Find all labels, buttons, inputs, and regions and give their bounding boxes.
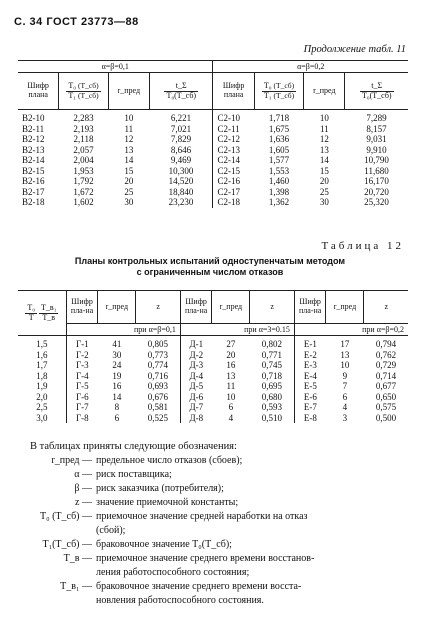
table-cell: Г-2 [66,350,98,361]
table-cell: 2,5 [36,402,48,412]
table-cell: 11 [319,123,329,134]
legend-symbol: z — [75,497,92,508]
legend-intro: В таблицах приняты следующие обозначения: [30,441,237,452]
table-continuation-label: Продолжение табл. 11 [303,44,406,55]
legend-symbol: T_в — [63,553,92,564]
table-cell: 20 [124,176,134,186]
table-12-title-line1: Планы контрольных испытаний одноступенчатым методом [74,256,346,266]
table-cell: 0,676 [147,391,168,402]
legend-item [30,566,410,580]
table-cell: 0,680 [261,391,283,402]
table-cell: 1,362 [268,197,290,207]
table-cell: Д-2 [180,350,212,361]
table-cell: 9,469 [170,155,192,165]
header-r-pred: r_пред [108,73,149,110]
table-cell: 0,718 [261,370,283,381]
table-row [18,392,408,403]
table-cell: Д-8 [180,413,212,424]
table-cell: 1,577 [268,155,290,165]
table-cell: 0,802 [261,339,283,349]
table-12-title [60,256,360,279]
table-cell: Д-4 [180,371,212,382]
table-cell: 20,720 [364,186,389,197]
table-cell: 25 [124,186,134,197]
table-cell: 14,520 [168,176,194,186]
table-cell: Д-1 [180,336,212,350]
table-cell: Г-5 [66,381,98,392]
table-cell: Г-6 [66,392,98,403]
table-cell: 0,581 [147,402,168,412]
table-cell: 10 [124,113,134,123]
table-row [18,110,408,124]
legend-text: (сбой); [96,525,126,536]
header-r-pred: r_пред [304,73,345,110]
table-cell: 11 [124,123,134,134]
table-cell: 0,771 [261,349,283,360]
table-cell: 0,593 [261,402,283,412]
header-r-pred: r_пред [212,291,250,324]
table-cell: 1,5 [36,339,48,349]
table-cell: 14 [124,155,134,165]
table-cell: С2-10 [213,110,254,124]
legend-item [30,580,410,594]
legend-item [30,510,410,524]
table-row [18,402,408,413]
table-cell: 30 [319,197,329,207]
legend-symbol [30,594,96,608]
table-row [18,350,408,361]
table-cell: 7 [342,381,348,391]
table-cell: 41 [112,339,122,349]
table-cell: 16 [226,360,236,370]
table-cell: 0,714 [375,370,397,381]
table-cell: 13 [340,349,350,360]
header-ratio: $\frac{\text{T₀ (T\_сб)}}{\text{T₁ (T\_сб)}}$ [254,73,303,110]
header-t-sum: $\frac{t\_\Sigma}{\text{T₀(T\_сб)}}$ [345,73,408,110]
table-cell: 8,157 [366,123,387,134]
legend-text: предельное число отказов (сбоев); [96,455,243,466]
condition-left: α=β=0,1 [18,61,213,73]
table-cell: В2-12 [22,134,45,144]
legend-symbol: T₀ (T_сб) — [39,511,92,522]
table-cell: 4 [228,412,234,423]
table-cell: С2-11 [213,124,254,135]
table-cell: 1,605 [268,144,290,155]
table-row [18,134,408,145]
table-cell: 11 [226,381,236,391]
table-cell: 3,0 [36,412,48,423]
legend-text: значение приемочной константы; [96,497,239,508]
table-cell: 10 [319,113,329,123]
legend-item [30,454,410,468]
table-cell: Е-7 [294,402,326,413]
table-cell: С2-18 [213,197,254,208]
table-cell: 0,773 [147,349,168,360]
table-cell: 16 [112,381,122,391]
table-cell: 6 [342,391,348,402]
table-row [18,176,408,187]
table-cell: 0,695 [261,381,283,391]
table-cell: 1,9 [36,381,48,391]
table-cell: 20 [226,349,236,360]
table-cell: 4 [342,402,348,412]
table-cell: В2-15 [22,165,45,176]
table-cell: 1,553 [268,165,290,176]
legend-item [30,482,410,496]
table-cell: 15 [319,165,329,176]
table-cell: Е-1 [294,336,326,350]
table-cell: 0,500 [375,412,397,423]
legend-item [30,552,410,566]
table-row [18,166,408,177]
table-cell: Е-5 [294,381,326,392]
table-cell: 9,031 [366,134,387,144]
table-cell: 0,729 [375,360,397,370]
header-cipher: Шифр плана [18,73,59,110]
table-cell: 0,575 [375,402,397,412]
table-cell: 0,774 [147,360,168,370]
header-cipher: Шифр плана [213,73,254,110]
table-row [18,336,408,350]
table-cell: 8,646 [170,144,192,155]
legend-item [30,538,410,552]
table-cell: Г-1 [66,336,98,350]
table-cell: 20 [319,176,329,186]
table-cell: 1,718 [268,113,290,123]
table-cell: 1,672 [73,186,94,197]
table-cell: 0,650 [375,391,397,402]
table-cell: 6,221 [170,113,192,123]
table-cell: 8 [114,402,120,412]
table-cell: 18,840 [168,186,194,197]
table-cell: В2-10 [22,113,45,123]
header-cipher: Шифр пла-на [294,291,326,324]
table-cell: Д-7 [180,402,212,413]
table-cell: 17 [340,339,350,349]
table-row [18,145,408,156]
table-cell: 12 [124,134,134,144]
table-cell: 19 [112,370,122,381]
table-cell: 30 [112,349,122,360]
table-cell: В2-11 [22,123,45,134]
table-cell: 0,510 [261,412,283,423]
table-row [18,124,408,135]
table-cell: Д-3 [180,360,212,371]
legend-symbol [30,524,96,538]
legend-symbol: β — [74,483,92,494]
table-cell: 1,6 [36,349,48,360]
table-cell: Е-6 [294,392,326,403]
table-cell: Е-3 [294,360,326,371]
table-cell: 1,7 [36,360,48,370]
table-cell: В2-16 [22,176,45,186]
table-cell: С2-12 [213,134,254,145]
table-cell: 13 [319,144,329,155]
condition-2: при α=3=0.15 [180,324,294,336]
table-12 [18,290,408,423]
table-cell: 0,693 [147,381,168,391]
table-cell: 9 [342,370,348,381]
table-row [18,371,408,382]
legend-item [30,594,410,608]
table-cell: 7,829 [170,134,192,144]
table-row [18,187,408,198]
table-11 [18,60,408,208]
table-cell: Г-7 [66,402,98,413]
table-cell: 2,004 [73,155,94,165]
table-cell: 1,792 [73,176,94,186]
table-cell: 25,320 [364,197,389,207]
table-cell: Г-8 [66,413,98,424]
table-row [18,197,408,208]
table-cell: 16,170 [364,176,389,186]
table-cell: 0,677 [375,381,397,391]
table-cell: 7,289 [366,113,387,123]
table-cell: Д-6 [180,392,212,403]
header-r-pred: r_пред [326,291,364,324]
table-row [18,155,408,166]
table-cell: 24 [112,360,122,370]
table-cell: 23,230 [168,197,194,207]
table-cell: В2-13 [22,144,45,155]
table-cell: 7,021 [170,123,192,134]
header-cipher: Шифр пла-на [180,291,212,324]
table-cell: 14 [319,155,329,165]
legend-text: браковочное значение среднего времени восста- [96,581,302,592]
header-r-pred: r_пред [98,291,136,324]
page-header: С. 34 ГОСТ 23773—88 [14,16,139,28]
table-cell: 1,636 [268,134,290,144]
header-t-sum: $\frac{t\_\Sigma}{\text{T₀(T\_сб)}}$ [150,73,213,110]
table-cell: 0,805 [147,339,168,349]
table-cell: 0,525 [147,412,168,423]
condition-right: α=β=0,2 [213,61,408,73]
table-cell: В2-18 [22,197,45,207]
table-cell: 10,300 [168,165,194,176]
legend-item [30,468,410,482]
legend-symbol: T_в₁ — [60,581,92,592]
table-cell: 13 [124,144,134,155]
table-cell: 0,745 [261,360,283,370]
legend-item [30,524,410,538]
table-cell: С2-17 [213,187,254,198]
table-cell: Е-4 [294,371,326,382]
table-cell: 1,602 [73,197,94,207]
table-12-caption: Таблица 12 [321,240,404,252]
table-row [18,413,408,424]
condition-3: при α=β=0,2 [294,324,408,336]
header-cipher: Шифр пла-на [66,291,98,324]
table-cell: 0,794 [375,339,397,349]
table-cell: 27 [226,339,236,349]
legend-text: риск заказчика (потребителя); [96,483,224,494]
legend-text: новления работоспособного состояния. [96,595,264,606]
table-cell: В2-14 [22,155,45,165]
table-cell: 1,953 [73,165,94,176]
table-cell: 1,460 [268,176,290,186]
legend-text: приемочное значение среднего времени восстанов- [96,553,315,564]
header-ratio: $\frac{\text{T₀ (T\_сб)}}{\text{T₁ (T\_сб)}}$ [59,73,108,110]
table-cell: 1,398 [268,186,290,197]
table-cell: 2,193 [73,123,94,134]
table-cell: 2,118 [73,134,94,144]
condition-1: при α=β=0,1 [66,324,180,336]
legend-item [30,496,410,510]
legend-text: приемочное значение средней наработки на отказ [96,511,308,522]
table-cell: 14 [112,391,122,402]
table-cell: С2-13 [213,145,254,156]
table-cell: С2-15 [213,166,254,177]
table-cell: 30 [124,197,134,207]
header-ratios: $\frac{\text{T₀}}{T}$ $\frac{\text{T\_в₁}}{T\_в}$ [18,291,66,336]
header-z: z [136,291,181,324]
table-cell: 2,283 [73,113,94,123]
table-cell: Г-4 [66,371,98,382]
legend-text: ления работоспособного состояния; [96,567,250,578]
legend [30,440,410,608]
table-cell: 13 [226,370,236,381]
legend-text: браковочное значение T₀(T_сб); [96,539,232,550]
table-cell: 0,716 [147,370,168,381]
legend-text: риск поставщика; [96,469,172,480]
table-cell: 15 [124,165,134,176]
table-12-title-line2: с ограниченным числом отказов [136,267,284,278]
table-row [18,360,408,371]
table-cell: 1,675 [268,123,290,134]
legend-symbol: α — [74,469,92,480]
table-cell: 6 [114,412,120,423]
table-cell: 0,762 [375,349,397,360]
table-cell: 1,8 [36,370,48,381]
table-cell: В2-17 [22,186,45,197]
table-cell: 2,0 [36,391,48,402]
table-cell: Г-3 [66,360,98,371]
table-cell: 10 [340,360,350,370]
table-cell: С2-14 [213,155,254,166]
table-cell: 25 [319,186,329,197]
table-cell: 6 [228,402,234,412]
table-cell: 10 [226,391,236,402]
table-cell: 11,680 [364,165,389,176]
table-cell: 12 [319,134,329,144]
header-z: z [364,291,408,324]
header-z: z [250,291,295,324]
legend-symbol [30,566,96,580]
table-cell: 9,910 [366,144,387,155]
table-row [18,381,408,392]
table-cell: Е-8 [294,413,326,424]
table-cell: 2,057 [73,144,94,155]
table-cell: 3 [342,412,348,423]
table-cell: Д-5 [180,381,212,392]
legend-symbol: T₁(T_сб) — [42,539,92,550]
table-cell: 10,790 [364,155,389,165]
table-cell: С2-16 [213,176,254,187]
table-cell: Е-2 [294,350,326,361]
legend-symbol: r_пред — [51,455,92,466]
